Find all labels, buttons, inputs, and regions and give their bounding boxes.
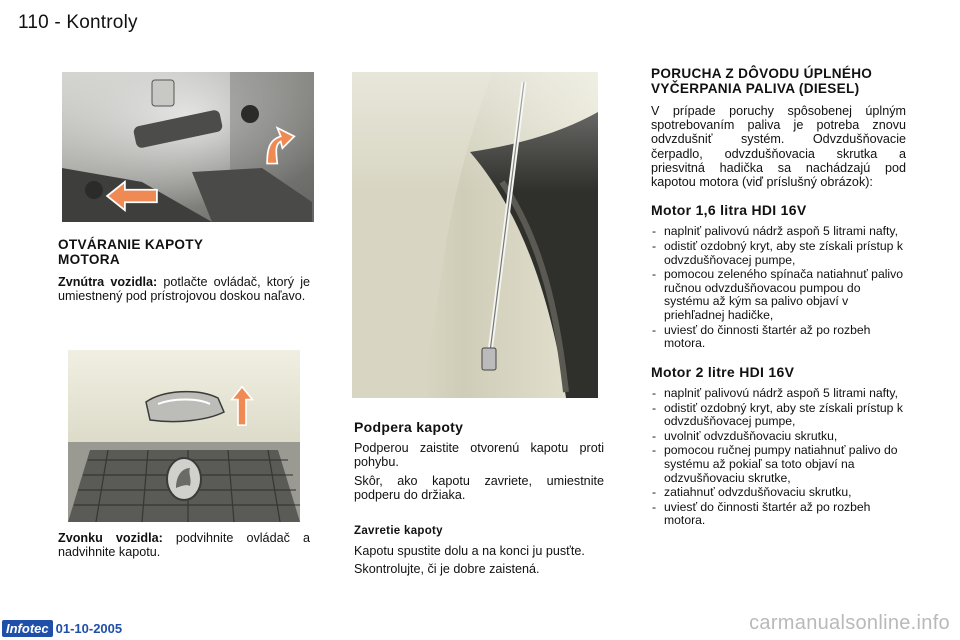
hood-support-photo <box>352 72 598 398</box>
outside-text: podvihnite ovládač a nadvihnite kapotu. <box>58 531 310 560</box>
engine1-steps <box>651 225 906 350</box>
list-item: - uvolniť odvzdušňovaciu skrutku, <box>651 430 906 444</box>
footer-date: 01-10-2005 <box>55 620 123 636</box>
list-item: - uviesť do činnosti štartér až po rozbeh motora. <box>651 324 906 351</box>
outside-paragraph <box>58 531 310 559</box>
right-column <box>651 66 906 529</box>
page-number: 110 <box>18 12 49 33</box>
list-item: - naplniť palivovú nádrž aspoň 5 litrami nafty, <box>651 225 906 239</box>
lion-badge-icon <box>164 456 204 502</box>
left-column <box>58 237 310 307</box>
list-item: - odistiť ozdobný kryt, aby ste získali prístup k odvzdušňovacej pumpe, <box>651 402 906 429</box>
page-header <box>18 12 138 34</box>
infotec-logo: Infotec <box>2 620 53 637</box>
fuel-failure-title: PORUCHA Z DÔVODU ÚPLNÉHO VYČERPANIA PALIVA (DIESEL) <box>651 66 873 96</box>
close-title: Zavretie kapoty <box>354 525 443 538</box>
list-item: - uviesť do činnosti štartér až po rozbeh motora. <box>651 501 906 528</box>
middle-column <box>354 420 604 581</box>
chapter-title: Kontroly <box>66 12 138 33</box>
interior-lever-photo <box>62 72 314 222</box>
arrow-curved-icon <box>262 122 296 166</box>
inside-label: Zvnútra vozidla: <box>58 275 158 289</box>
left-column-bottom <box>58 531 310 563</box>
support-title: Podpera kapoty <box>354 419 464 435</box>
arrow-left-icon <box>104 180 160 212</box>
engine2-title: Motor 2 litre HDI 16V <box>651 363 795 380</box>
list-item: - pomocou ručnej pumpy natiahnuť palivo do systému až pokiaľ sa toto objaví na odzvušňovaciu skrutke, <box>651 444 906 485</box>
engine1-title: Motor 1,6 litra HDI 16V <box>651 202 807 219</box>
inside-text: potlačte ovládač, ktorý je umiestnený pod prístrojovou doskou naľavo. <box>58 275 311 304</box>
outside-label: Zvonku vozidla: <box>58 531 163 545</box>
list-item: - zatiahnuť odvzdušňovaciu skrutku, <box>651 486 906 500</box>
list-item: - pomocou zeleného spínača natiahnuť palivo ručnou odvzdušňovacou pumpou do systému až kým sa palivo objaví v priehľadnej hadičke, <box>651 268 906 322</box>
close-paragraph-2: Skontrolujte, či je dobre zaistená. <box>354 562 540 577</box>
fuel-intro: V prípade poruchy spôsobenej úplným spotrebovaním paliva je potreba znovu odvzdušniť systém. Odvzdušňovacie čerpadlo, odvzdušňovacia skrutka a priesvitná hadička sa nachádzajú pod kapotou motora (viď príslušný obrázok): <box>651 104 906 190</box>
engine2-steps <box>651 387 906 528</box>
exterior-lever-photo <box>68 350 300 522</box>
arrow-up-icon <box>230 382 254 430</box>
inside-paragraph <box>58 275 310 303</box>
header-separator: - <box>54 12 61 33</box>
support-paragraph-1: Podperou zaistite otvorenú kapotu proti pohybu. <box>354 441 604 470</box>
close-paragraph-1: Kapotu spustite dolu a na konci ju pusťte. <box>354 544 585 559</box>
open-hood-title: OTVÁRANIE KAPOTY MOTORA <box>58 237 204 267</box>
footer-brand <box>2 619 122 637</box>
support-paragraph-2: Skôr, ako kapotu zavriete, umiestnite podperu do držiaka. <box>354 473 604 502</box>
list-item: - naplniť palivovú nádrž aspoň 5 litrami nafty, <box>651 387 906 401</box>
list-item: - odistiť ozdobný kryt, aby ste získali prístup k odvzdušňovacej pumpe, <box>651 240 906 267</box>
watermark-site: carmanualsonline.info <box>749 612 950 634</box>
